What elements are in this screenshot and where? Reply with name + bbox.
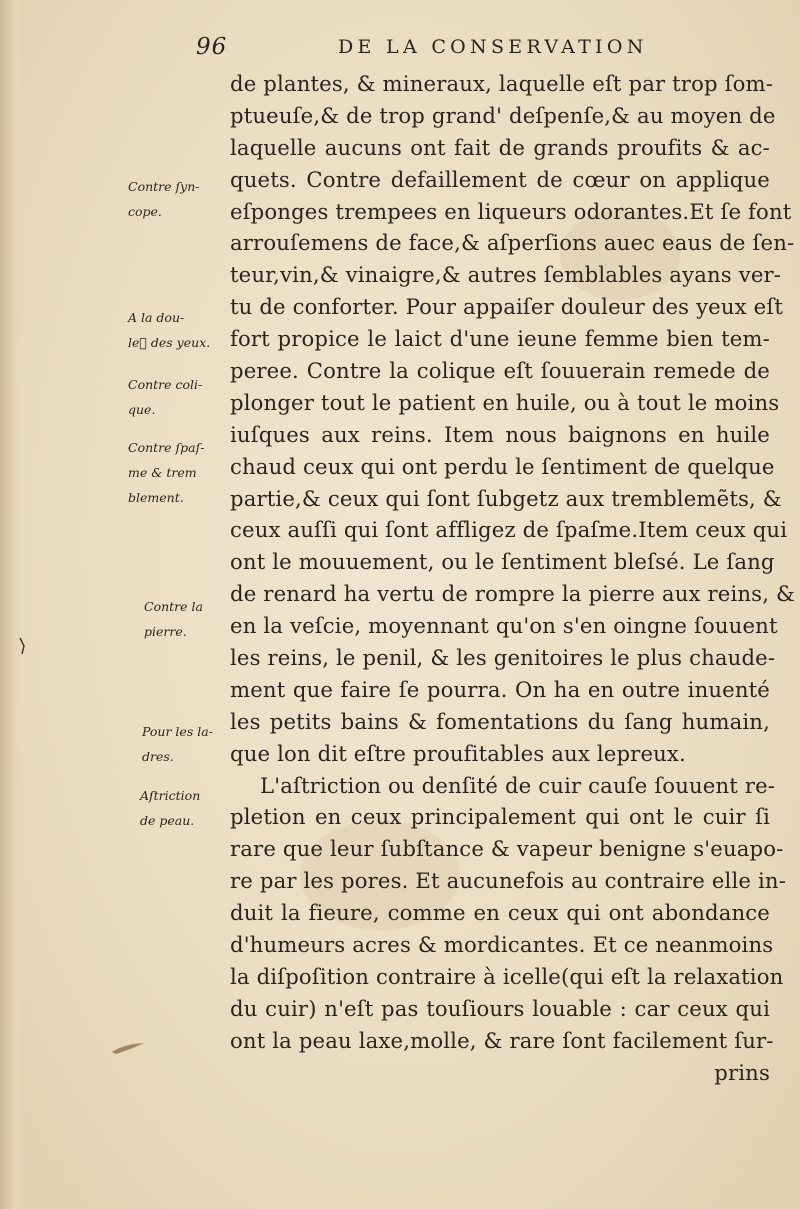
- margin-note-line: dres.: [142, 749, 174, 764]
- margin-note-line: blement.: [128, 490, 184, 505]
- page-gutter-shadow: [0, 0, 22, 1209]
- text-line: teur,vin,& vinaigre,& autres ſemblables ayans ver-: [230, 262, 782, 288]
- margin-note-astriction: [140, 783, 240, 833]
- text-line: L'aſtriction ou denſité de cuir cauſe ſouuent re-: [260, 772, 776, 798]
- ink-smudge-icon: [110, 1040, 146, 1056]
- text-line: ceux auſſi qui ſont affligez de ſpaſme.Item ceux qui: [230, 517, 788, 543]
- margin-note-line: Aſtriction: [140, 788, 201, 803]
- text-line: les reins, le penil, & les genitoires le plus chaude-: [230, 645, 776, 671]
- text-line: tu de conforter. Pour appaiſer douleur des yeux eſt: [230, 294, 783, 320]
- text-line: partie,& ceux qui ſont ſubgetz aux tremblemẽts, &: [230, 485, 782, 511]
- text-line: arrouſemens de face,& aſperſions auec eaus de ſen-: [230, 230, 795, 256]
- text-line: ont le mouuement, ou le ſentiment bleſsé. Le ſang: [230, 549, 775, 575]
- text-line: eſponges trempees en liqueurs odorantes.Et ſe font: [230, 198, 792, 224]
- margin-note-line: me & trem: [128, 465, 197, 480]
- text-line: duit la fieure, comme en ceux qui ont abondance: [230, 900, 770, 926]
- ink-mark-icon: [16, 636, 30, 656]
- body-text: [230, 68, 795, 1089]
- margin-note-yeux: [128, 305, 228, 355]
- margin-note-pierre: [144, 594, 244, 644]
- margin-note-line: Contre coli-: [128, 377, 203, 392]
- text-line: laquelle aucuns ont fait de grands proufits & ac-: [230, 134, 770, 160]
- text-line: de renard ha vertu de rompre la pierre aux reins, &: [230, 581, 795, 607]
- text-line: ment que faire ſe pourra. On ha en outre inuenté: [230, 676, 770, 702]
- text-line: de plantes, & mineraux, laquelle eſt par trop ſom-: [230, 71, 774, 96]
- text-line: rare que leur ſubſtance & vapeur benigne s'euapo-: [230, 836, 784, 862]
- text-line: chaud ceux qui ont perdu le ſentiment de quelque: [230, 453, 775, 479]
- margin-note-line: Contre ſpaſ-: [128, 440, 205, 455]
- text-line: la diſpoſition contraire à icelle(qui eſt la relaxation: [230, 963, 784, 989]
- margin-note-spasme: [128, 435, 228, 510]
- margin-note-line: Contre ſyn-: [128, 179, 200, 194]
- text-line: peree. Contre la colique eſt ſouuerain remede de: [230, 358, 770, 384]
- margin-note-ladres: [142, 719, 242, 769]
- margin-note-line: Pour les la-: [142, 724, 213, 739]
- margin-note-line: Contre la: [144, 599, 203, 614]
- catchword: prins: [714, 1059, 770, 1085]
- page-number: 96: [196, 34, 228, 60]
- margin-note-line: de peau.: [140, 813, 195, 828]
- margin-note-line: cope.: [128, 204, 162, 219]
- text-line: pletion en ceux principalement qui ont le cuir ſi: [230, 804, 770, 830]
- text-line: iuſques aux reins. Item nous baignons en huile: [230, 421, 770, 447]
- page-header: [196, 34, 740, 62]
- text-line: les petits bains & fomentations du ſang humain,: [230, 708, 770, 734]
- text-line: d'humeurs acres & mordicantes. Et ce neanmoins: [230, 932, 774, 958]
- text-line: re par les pores. Et aucunefois au contraire elle in-: [230, 868, 787, 894]
- text-line: que lon dit eſtre proufitables aux lepreux.: [230, 740, 686, 766]
- margin-note-syncope: [128, 174, 228, 224]
- text-line: en la veſcie, moyennant qu'on s'en oingne ſouuent: [230, 613, 778, 639]
- text-line: ont la peau laxe,molle, & rare ſont facilement ſur-: [230, 1027, 774, 1053]
- margin-note-line: que.: [128, 402, 156, 417]
- text-line: fort propice le laict d'une ieune femme bien tem-: [230, 326, 770, 352]
- margin-note-line: pierre.: [144, 624, 187, 639]
- text-line: quets. Contre defaillement de cœur on applique: [230, 166, 770, 192]
- margin-note-line: le᷑ des yeux.: [128, 335, 211, 350]
- margin-note-line: A la dou-: [128, 310, 185, 325]
- margin-note-colique: [128, 372, 228, 422]
- text-line: du cuir) n'eſt pas touſiours louable : car ceux qui: [230, 995, 770, 1021]
- running-title: DE LA CONSERVATION: [338, 36, 648, 58]
- text-line: plonger tout le patient en huile, ou à tout le moins: [230, 389, 780, 415]
- text-line: ptueuſe,& de trop grand' deſpenſe,& au moyen de: [230, 102, 776, 128]
